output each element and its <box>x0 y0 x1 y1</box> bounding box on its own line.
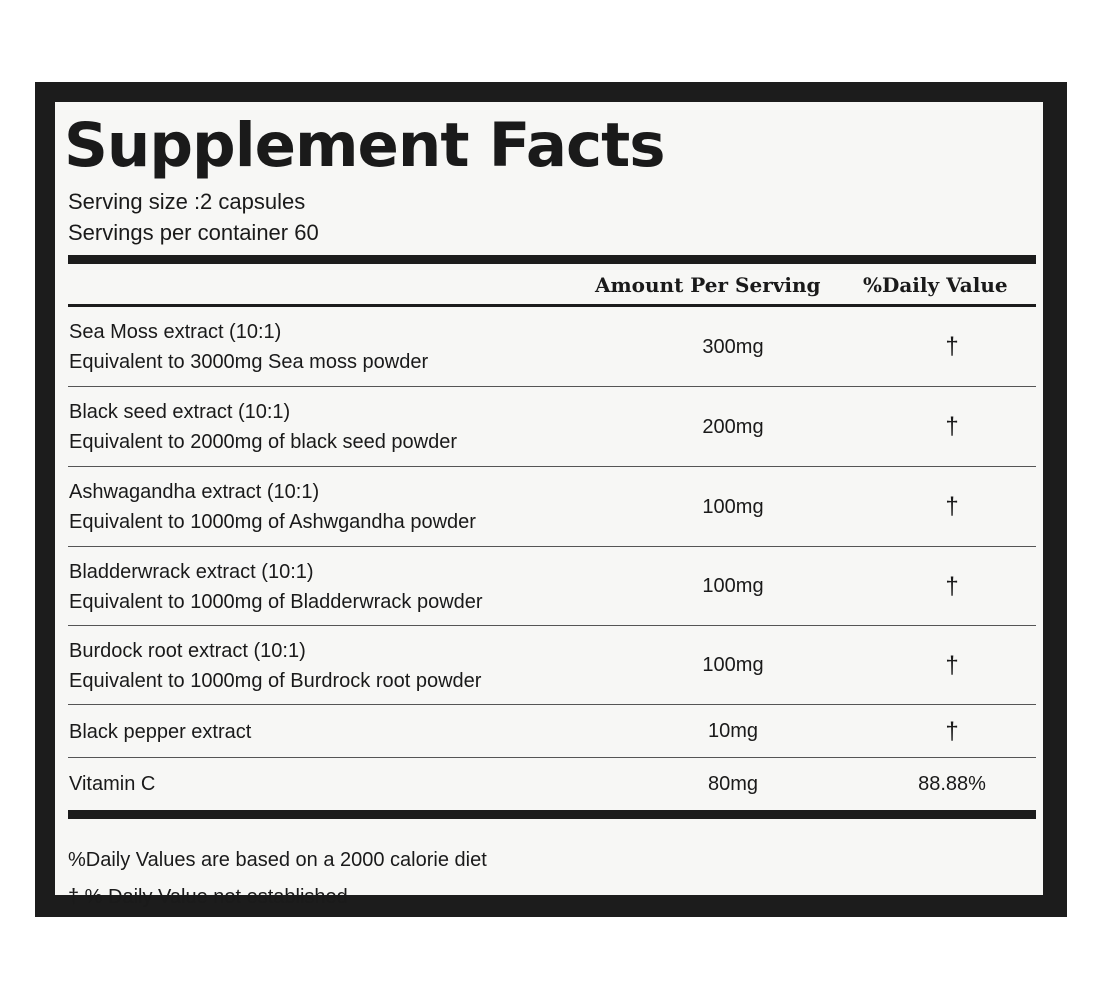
ingredient-row <box>68 758 1036 810</box>
ingredient-name <box>69 758 155 810</box>
ingredient-line-1: Vitamin C <box>69 773 156 795</box>
ingredient-daily-value: † <box>945 572 959 600</box>
ingredient-amount: 100mg <box>702 654 764 676</box>
ingredient-line-2: Equivalent to 3000mg Sea moss powder <box>69 351 429 373</box>
ingredient-amount: 80mg <box>707 772 759 795</box>
header-daily-value: %Daily Value <box>863 273 1008 297</box>
ingredient-amount: 200mg <box>702 415 764 438</box>
ingredient-line-1: Black pepper extract <box>69 720 252 743</box>
ingredient-daily-value: † <box>945 651 959 679</box>
ingredient-amount: 100mg <box>702 575 764 597</box>
ingredient-row <box>68 467 1036 547</box>
ingredient-daily-value: † <box>945 333 959 360</box>
ingredient-line-1: Bladderwrack extract (10:1) <box>69 560 314 583</box>
ingredient-name <box>69 547 483 626</box>
label-title: Supplement Facts <box>64 110 665 181</box>
ingredient-line-1: Burdock root extract (10:1) <box>69 639 306 662</box>
ingredient-row <box>68 626 1036 705</box>
header-amount-per-serving: Amount Per Serving <box>595 273 821 297</box>
ingredient-amount: 100mg <box>702 495 764 518</box>
ingredient-line-2: Equivalent to 2000mg of black seed powder <box>69 431 458 453</box>
ingredient-row <box>68 705 1036 758</box>
ingredient-row <box>68 307 1036 387</box>
ingredient-daily-value: † <box>945 493 959 520</box>
ingredient-line-1: Sea Moss extract (10:1) <box>69 321 282 343</box>
ingredient-name <box>69 307 428 387</box>
ingredient-daily-value: † <box>945 717 959 745</box>
ingredient-name <box>69 387 457 467</box>
label-frame <box>35 82 1067 917</box>
daily-values-footnote: %Daily Values are based on a 2000 calorie diet <box>68 849 487 871</box>
ingredient-amount: 10mg <box>707 720 759 742</box>
ingredient-amount: 300mg <box>702 335 764 358</box>
ingredient-row <box>68 547 1036 626</box>
ingredient-name <box>69 705 251 758</box>
top-thick-rule <box>68 255 1036 264</box>
ingredient-line-2: Equivalent to 1000mg of Burdrock root powder <box>69 669 482 692</box>
ingredient-line-2: Equivalent to 1000mg of Ashwgandha powder <box>69 511 476 533</box>
supplement-facts-panel <box>55 102 1043 908</box>
bottom-thick-rule <box>68 810 1036 819</box>
servings-per-container: Servings per container 60 <box>68 220 319 245</box>
dagger-footnote: † % Daily Value not established <box>68 886 348 908</box>
ingredient-daily-value: 88.88% <box>918 772 986 795</box>
ingredient-line-1: Black seed extract (10:1) <box>69 401 291 423</box>
ingredient-line-1: Ashwagandha extract (10:1) <box>69 481 320 503</box>
serving-size: Serving size :2 capsules <box>68 189 306 214</box>
ingredient-name <box>69 467 476 547</box>
ingredient-line-2: Equivalent to 1000mg of Bladderwrack powder <box>69 590 483 613</box>
ingredient-daily-value: † <box>945 413 959 440</box>
ingredient-row <box>68 387 1036 467</box>
ingredient-name <box>69 626 481 705</box>
